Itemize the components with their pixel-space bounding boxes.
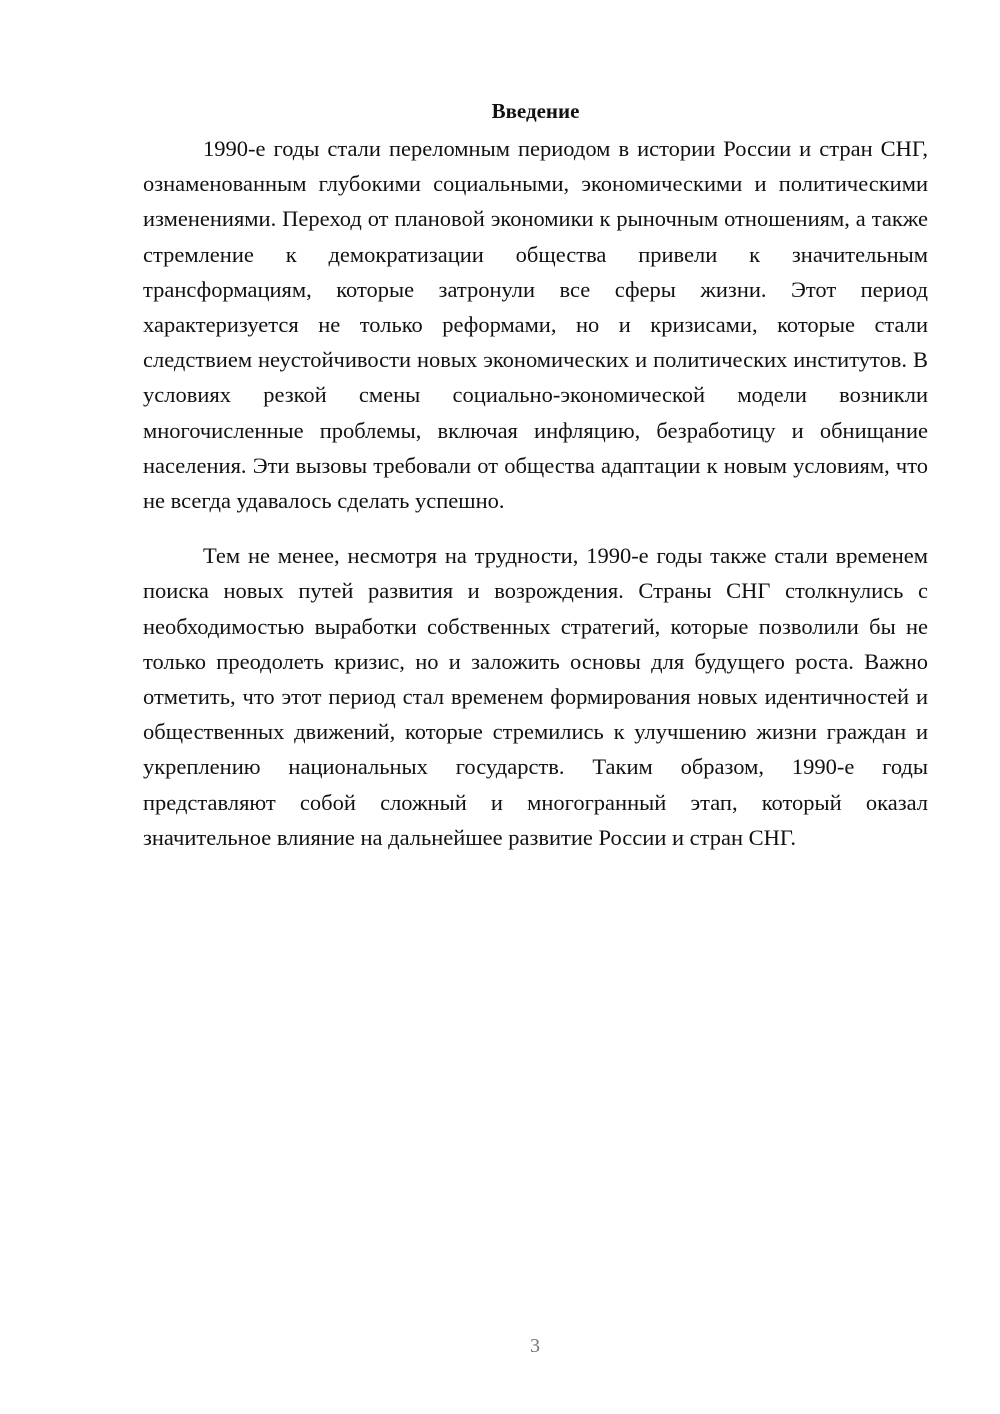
page-content	[143, 95, 928, 855]
paragraph-intro-2: Тем не менее, несмотря на трудности, 1990-е годы также стали временем поиска новых путей развития и возрождения. Страны СНГ столкнулись с необходимостью выработки собственных стратегий, которые позволили бы не только преодолеть кризис, но и заложить основы для будущего роста. Важно отметить, что этот период стал временем формирования новых идентичностей и общественных движений, которые стремились к улучшению жизни граждан и укреплению национальных государств. Таким образом, 1990-е годы представляют собой сложный и многогранный этап, который оказал значительное влияние на дальнейшее развитие России и стран СНГ.	[143, 543, 928, 850]
page-number: 3	[530, 1335, 540, 1357]
paragraph-intro-1: 1990-е годы стали переломным периодом в истории России и стран СНГ, ознаменованным глубокими социальными, экономическими и политическими изменениями. Переход от плановой экономики к рыночным отношениям, а также стремление к демократизации общества привели к значительным трансформациям, которые затронули все сферы жизни. Этот период характеризуется не только реформами, но и кризисами, которые стали следствием неустойчивости новых экономических и политических институтов. В условиях резкой смены социально-экономической модели возникли многочисленные проблемы, включая инфляцию, безработицу и обнищание населения. Эти вызовы требовали от общества адаптации к новым условиям, что не всегда удавалось сделать успешно.	[143, 136, 928, 514]
section-title: Введение	[491, 99, 580, 123]
